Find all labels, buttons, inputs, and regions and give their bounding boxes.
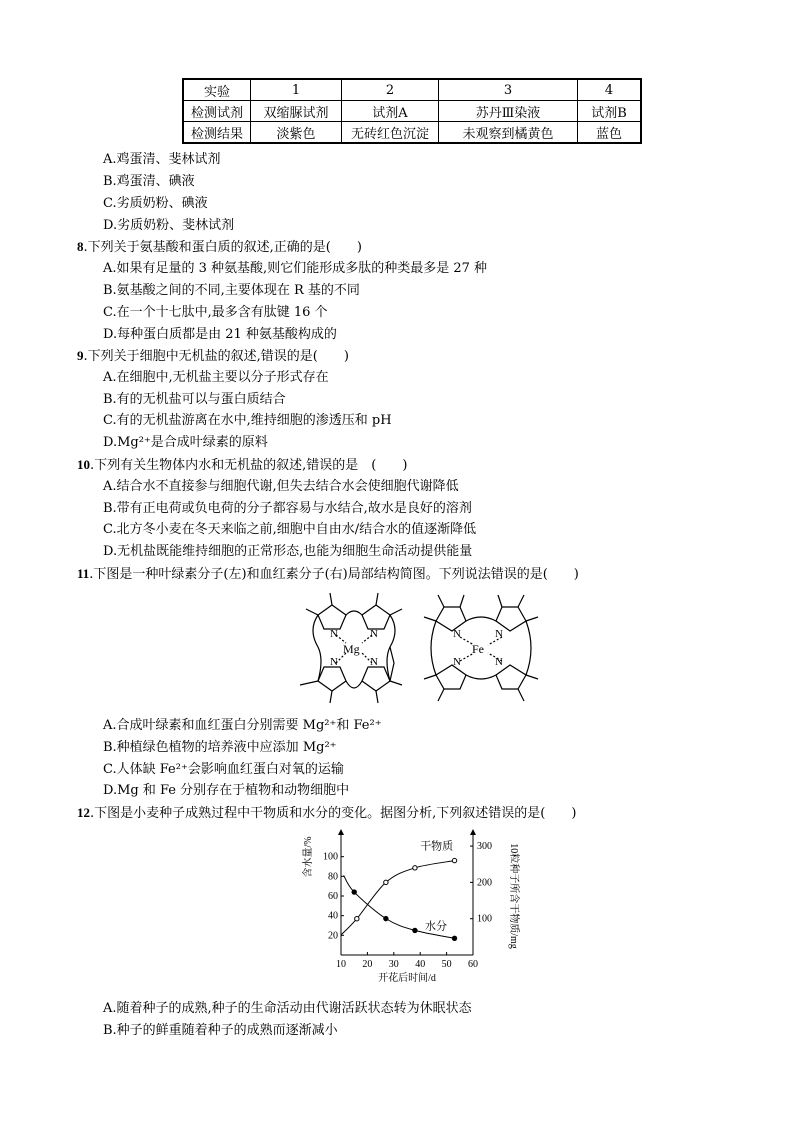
q11-option-b: B.种植绿色植物的培养液中应添加 Mg²⁺ (103, 740, 337, 755)
y-right-tick-label: 100 (477, 913, 492, 925)
y-left-tick-label: 80 (328, 871, 338, 883)
n-label: N (330, 656, 338, 668)
table-cell: 1 (251, 79, 342, 101)
n-label: N (495, 656, 503, 668)
data-point-水分 (384, 916, 388, 920)
table-cell: 双缩脲试剂 (251, 101, 342, 122)
data-point-水分 (352, 890, 356, 894)
q9-number: 9 (77, 348, 84, 363)
q11-number: 11 (77, 566, 90, 581)
n-label: N (453, 628, 461, 640)
q10-number: 10 (77, 457, 90, 472)
x-tick-label: 60 (468, 959, 478, 970)
x-tick-label: 20 (362, 959, 373, 970)
data-point-干物质 (413, 866, 417, 870)
q11-option-c: C.人体缺 Fe²⁺会影响血红蛋白对氧的运输 (103, 762, 344, 777)
q8-option-b: B.氨基酸之间的不同,主要体现在 R 基的不同 (103, 283, 360, 298)
q11-option-a: A.合成叶绿素和血红蛋白分别需要 Mg²⁺和 Fe²⁺ (103, 718, 382, 733)
data-point-干物质 (355, 916, 359, 920)
series-label-dry-matter: 干物质 (420, 840, 454, 853)
table-cell: 实验 (183, 79, 251, 101)
q11-option-d: D.Mg 和 Fe 分别存在于植物和动物细胞中 (103, 783, 350, 798)
x-tick-label: 50 (441, 959, 452, 970)
y-right-tick-label: 200 (477, 877, 492, 889)
q10-option-a: A.结合水不直接参与细胞代谢,但失去结合水会使细胞代谢降低 (103, 479, 459, 494)
y-left-tick-label: 40 (328, 910, 338, 922)
y-left-tick-label: 100 (323, 851, 338, 863)
q8-stem (77, 237, 362, 258)
table-cell: 蓝色 (578, 122, 642, 144)
series-label-water: 水分 (425, 920, 448, 933)
x-tick-label: 40 (415, 959, 426, 970)
q12-option-b: B.种子的鲜重随着种子的成熟而逐渐减小 (103, 1023, 338, 1038)
table-cell: 无砖红色沉淀 (342, 122, 439, 144)
seed-maturation-chart (295, 825, 535, 995)
table-row (183, 101, 641, 122)
table-row (183, 122, 641, 144)
table-cell: 4 (578, 79, 642, 101)
y-axis-left-label: 含水量/% (303, 836, 314, 878)
table-cell: 检测结果 (183, 122, 251, 144)
q8-option-a: A.如果有足量的 3 种氨基酸,则它们能形成多肽的种类最多是 27 种 (103, 261, 487, 276)
table-cell: 2 (342, 79, 439, 101)
q12-stem (77, 803, 576, 824)
table-cell: 试剂B (578, 101, 642, 122)
x-axis-label: 开花后时间/d (378, 973, 436, 984)
n-label: N (453, 656, 461, 668)
q10-option-c: C.北方冬小麦在冬天来临之前,细胞中自由水/结合水的值逐渐降低 (103, 522, 477, 537)
data-point-干物质 (452, 858, 456, 862)
porphyrin-structures-figure (290, 585, 550, 710)
data-point-水分 (452, 936, 456, 940)
n-label: N (330, 628, 338, 640)
q9-stem (77, 346, 349, 367)
q10-option-b: B.带有正电荷或负电荷的分子都容易与水结合,故水是良好的溶剂 (103, 501, 472, 516)
n-label: N (495, 628, 503, 640)
data-point-水分 (413, 928, 417, 932)
y-axis-right-arrow (470, 829, 476, 835)
q9-stem-text: .下列关于细胞中无机盐的叙述,错误的是( ) (83, 349, 349, 364)
y-left-tick-label: 20 (328, 930, 338, 942)
q9-option-a: A.在细胞中,无机盐主要以分子形式存在 (103, 370, 329, 385)
y-axis-right-label: 10粒种子所含干物质/mg (508, 843, 519, 949)
q8-stem-text: .下列关于氨基酸和蛋白质的叙述,正确的是( ) (83, 240, 362, 255)
q7-option-b: B.鸡蛋清、碘液 (103, 174, 195, 189)
fe-label: Fe (472, 642, 484, 656)
q9-option-d: D.Mg²⁺是合成叶绿素的原料 (103, 435, 268, 450)
q10-stem-text: .下列有关生物体内水和无机盐的叙述,错误的是 ( ) (90, 458, 408, 473)
table-row (183, 79, 641, 101)
q7-option-a: A.鸡蛋清、斐林试剂 (103, 152, 221, 167)
experiment-table (182, 78, 642, 144)
q9-option-c: C.有的无机盐游离在水中,维持细胞的渗透压和 pH (103, 413, 392, 428)
table-cell: 未观察到橘黄色 (439, 122, 578, 144)
table-cell: 试剂A (342, 101, 439, 122)
q8-option-c: C.在一个十七肽中,最多含有肽键 16 个 (103, 305, 328, 320)
q7-option-c: C.劣质奶粉、碘液 (103, 196, 208, 211)
q12-stem-text: .下图是小麦种子成熟过程中干物质和水分的变化。据图分析,下列叙述错误的是( ) (90, 806, 577, 821)
table-cell: 3 (439, 79, 578, 101)
q9-option-b: B.有的无机盐可以与蛋白质结合 (103, 392, 286, 407)
q7-option-d: D.劣质奶粉、斐林试剂 (103, 218, 235, 233)
q12-option-a: A.随着种子的成熟,种子的生命活动由代谢活跃状态转为休眠状态 (103, 1001, 472, 1016)
data-point-干物质 (384, 880, 388, 884)
y-right-tick-label: 300 (477, 841, 492, 853)
q11-stem-text: .下图是一种叶绿素分子(左)和血红素分子(右)局部结构简图。下列说法错误的是( ) (89, 567, 579, 582)
table-cell: 苏丹Ⅲ染液 (439, 101, 578, 122)
y-axis-left-arrow (338, 829, 344, 835)
n-label: N (370, 628, 378, 640)
x-tick-label: 30 (388, 959, 399, 970)
q8-option-d: D.每种蛋白质都是由 21 种氨基酸构成的 (103, 327, 337, 342)
mg-label: Mg (343, 642, 360, 656)
y-left-tick-label: 60 (328, 891, 338, 902)
q8-number: 8 (77, 239, 84, 254)
q10-option-d: D.无机盐既能维持细胞的正常形态,也能为细胞生命活动提供能量 (103, 544, 473, 559)
table-cell: 淡紫色 (251, 122, 342, 144)
x-tick-label: 10 (336, 959, 346, 970)
q10-stem (77, 455, 407, 476)
n-label: N (370, 656, 378, 668)
q11-stem (77, 564, 579, 585)
q12-number: 12 (77, 805, 90, 820)
table-cell: 检测试剂 (183, 101, 251, 122)
